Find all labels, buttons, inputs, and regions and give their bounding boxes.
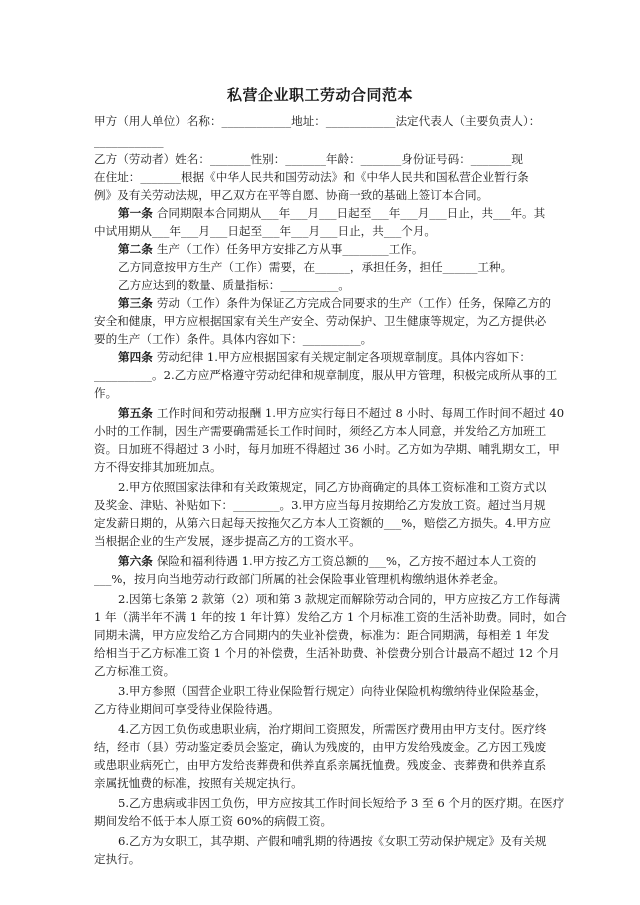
document-line <box>94 497 546 513</box>
line-text: __________。2.乙方应严格遵守劳动纪律和规章制度，服从甲方管理，积极完成所从事的工 <box>94 368 558 382</box>
line-text: 乙方待业期间可享受待业保险待遇。 <box>94 702 280 716</box>
article-heading: 第五条 <box>118 406 157 420</box>
line-text: 中试用期从___年___月___日起至___年___月___日止，共___个月。 <box>94 224 437 238</box>
document-line <box>94 385 117 401</box>
line-text: 给相当于乙方标准工资 1 个月的补偿费，生活补助费、补偿费分别合计最高不超过 12 个月 <box>94 646 560 660</box>
document-line <box>94 533 361 549</box>
document-line <box>94 739 546 755</box>
document-line <box>118 553 536 569</box>
document-line <box>94 701 280 717</box>
line-text: 或患职业病死亡，由甲方发给丧葬费和供养直系亲属抚恤费。残废金、丧葬费和供养直系 <box>94 758 547 772</box>
line-text: 期间发给不低于本人原工资 60%的病假工资。 <box>94 814 333 828</box>
document-line <box>118 349 531 365</box>
line-text: 方不得安排其加班加点。 <box>94 460 222 474</box>
document-line <box>94 331 372 347</box>
line-text: 2.因第七条第 2 款第（2）项和第 3 款规定而解除劳动合同的，甲方应按乙方工作每满 <box>118 592 561 606</box>
line-text: 要的生产（工作）条件。具体内容如下：__________。 <box>94 332 373 346</box>
document-line <box>118 721 546 737</box>
line-text: 例》及有关劳动法规，甲乙双方在平等自愿、协商一致的基础上签订本合同。 <box>94 188 489 202</box>
document-line <box>94 813 332 829</box>
article-heading: 第四条 <box>118 350 157 364</box>
document-line <box>118 295 551 311</box>
document-line <box>94 851 140 867</box>
document-line <box>94 169 529 185</box>
line-text: 作。 <box>94 386 118 400</box>
line-text: 乙方标准工资。 <box>94 664 176 678</box>
line-text: 亲属抚恤费的标准，按照有关规定执行。 <box>94 776 303 790</box>
document-line <box>94 313 546 329</box>
document-line <box>118 205 545 221</box>
line-text: 保险和福利待遇 1.甲方按乙方工资总额的___%，乙方按不超过本人工资的 <box>156 554 537 568</box>
line-text: 2.甲方依照国家法律和有关政策规定，同乙方协商确定的具体工资标准和工资方式以 <box>118 480 547 494</box>
document-line <box>118 259 512 275</box>
line-text: 定执行。 <box>94 852 141 866</box>
line-text: 资。日加班不得超过 3 小时，每月加班不得超过 36 小时。乙方如为孕期、哺乳期女工，甲 <box>94 442 560 456</box>
document-title: 私营企业职工劳动合同范本 <box>226 86 413 104</box>
document-line <box>94 367 557 383</box>
line-text: 劳动（工作）条件为保证乙方完成合同要求的生产（工作）任务，保障乙方的 <box>156 296 552 310</box>
document-line <box>94 459 222 475</box>
document-line <box>94 113 540 129</box>
document-line <box>94 645 560 661</box>
document-line <box>94 151 523 167</box>
line-text: 乙方（劳动者）姓名：_______性别：_______年龄：_______身份证号码：_______现 <box>94 152 523 166</box>
document-line <box>94 223 436 239</box>
article-heading: 第六条 <box>118 554 157 568</box>
article-heading: 第一条 <box>118 206 157 220</box>
document-line <box>94 627 549 643</box>
document-line <box>118 479 546 495</box>
article-heading: 第二条 <box>118 242 157 256</box>
document-line <box>118 241 424 257</box>
line-text: 甲方（用人单位）名称：____________地址：____________法定代表人（主要负责人）： <box>94 114 541 128</box>
line-text: 乙方应达到的数量、质量指标：__________。 <box>118 278 350 292</box>
line-text: 定发薪日期的，从第六日起每天按拖欠乙方本人工资额的___%，赔偿乙方损失。4.甲方应 <box>94 516 551 530</box>
document-line <box>94 571 505 587</box>
line-text: 3.甲方参照（国营企业职工待业保险暂行规定）向待业保险机构缴纳待业保险基金， <box>118 684 547 698</box>
document-line <box>118 405 564 421</box>
line-text: ___%，按月向当地劳动行政部门所属的社会保险事业管理机构缴纳退休养老金。 <box>94 572 506 586</box>
line-text: 1 年（满半年不满 1 年的按 1 年计算）发给乙方 1 个月标准工资的生活补助费。同时，如合 <box>94 610 567 624</box>
document-line <box>118 683 546 699</box>
line-text: 乙方同意按甲方生产（工作）需要，在______，承担任务，担任______工种。 <box>118 260 513 274</box>
line-text: 小时的工作制，因生产需要确需延长工作时间时，须经乙方本人同意，并发给乙方加班工 <box>94 424 547 438</box>
article-heading: 第三条 <box>118 296 157 310</box>
line-text: 生产（工作）任务甲方安排乙方从事________工作。 <box>156 242 424 256</box>
line-text: 4.乙方因工负伤或患职业病，治疗期间工资照发，所需医疗费用由甲方支付。医疗终 <box>118 722 547 736</box>
document-line <box>94 775 303 791</box>
line-text: 安全和健康，甲方应根据国家有关生产安全、劳动保护、卫生健康等规定，为乙方提供必 <box>94 314 547 328</box>
line-text: 及奖金、津贴、补贴如下：________。3.甲方应当每月按期给乙方发放工资。超过当月规 <box>94 498 546 512</box>
document-line <box>118 795 564 811</box>
line-text: 在住址：_______根据《中华人民共和国劳动法》和《中华人民共和国私营企业暂行条 <box>94 170 529 184</box>
document-line <box>118 591 560 607</box>
line-text: 劳动纪律 1.甲方应根据国家有关规定制定各项规章制度。具体内容如下： <box>156 350 531 364</box>
line-text: 同期未满，甲方应发给乙方合同期内的失业补偿费，标准为：距合同期满，每相差 1 年发 <box>94 628 550 642</box>
line-text: 6.乙方为女职工，其孕期、产假和哺乳期的待遇按《女职工劳动保护规定》及有关规 <box>118 834 547 848</box>
line-text: 当根据企业的生产发展，逐步提高乙方的工资水平。 <box>94 534 361 548</box>
line-text: 结，经市（县）劳动鉴定委员会鉴定，确认为残废的，由甲方发给残废金。乙方因工残废 <box>94 740 547 754</box>
document-line <box>118 833 546 849</box>
document-line <box>94 515 551 531</box>
line-text: 合同期限本合同期从___年___月___日起至___年___月___日止，共___年。其 <box>156 206 546 220</box>
document-line <box>94 663 175 679</box>
document-line <box>94 423 546 439</box>
document-line <box>94 609 567 625</box>
document-line <box>94 441 560 457</box>
document-line <box>94 757 546 773</box>
line-text: 工作时间和劳动报酬 1.甲方应实行每日不超过 8 小时、每周工作时间不超过 40 <box>156 406 565 420</box>
document-line <box>94 133 164 149</box>
line-text: 5.乙方患病或非因工负伤，甲方应按其工作时间长短给予 3 至 6 个月的医疗期。在医疗 <box>118 796 565 810</box>
line-text: ____________ <box>94 134 164 148</box>
document-line <box>94 187 488 203</box>
document-line <box>118 277 350 293</box>
